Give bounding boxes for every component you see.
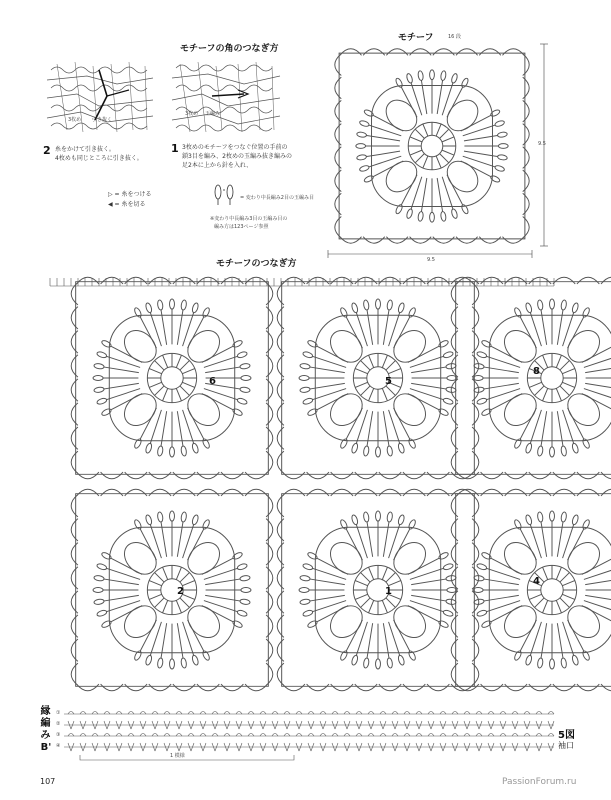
legend-note-line-1: ※変わり中長編み3目の玉編み目の — [210, 216, 288, 222]
edging-repeat-label: 1 模様 — [170, 753, 185, 759]
motif-number-2: 2 — [177, 586, 184, 597]
figure-1-drawing — [172, 60, 280, 136]
figure-2-drawing — [47, 60, 153, 136]
figure-2-caption-1: 糸をかけて引き抜く。 — [55, 146, 115, 153]
figure-1-label-a: 3枚め — [185, 111, 199, 117]
legend-bobble-symbol: = 変わり中長編み2目の玉編み目 — [240, 195, 314, 201]
edging-label-char-3: み — [40, 730, 51, 741]
figure-1-caption-2: 鎖3目を編み、2枚めの玉編み抜き編みの — [182, 153, 292, 160]
legend-cut-yarn: ◀ = 糸を切る — [108, 201, 146, 208]
figure-1-step: 1 — [171, 142, 179, 155]
figure-2-step: 2 — [43, 144, 51, 157]
figure-number: 5図 — [558, 730, 575, 741]
page-number: 107 — [40, 777, 56, 786]
single-motif-chart — [320, 38, 554, 260]
edging-row-2: ② — [56, 721, 61, 727]
edging-row-4: ④ — [56, 743, 61, 749]
figure-2-caption-2: 4枚めも同じところに引き抜く。 — [55, 155, 143, 162]
figure-1-caption-1: 3枚めのモチーフをつなぐ位置の手前の — [182, 144, 288, 151]
corner-joining-title: モチーフの角のつなぎ方 — [180, 44, 279, 54]
edging-label-char-2: 編 — [40, 718, 51, 729]
figure-1-illustration — [172, 60, 280, 136]
single-motif-drawing — [335, 49, 529, 243]
motif-width-dimension: 9.5 — [427, 257, 435, 263]
motif-title: モチーフ — [398, 33, 434, 43]
figure-subtitle: 袖口 — [558, 741, 574, 750]
motif-height-dimension: 9.5 — [538, 141, 546, 147]
figure-1-label-b: 玉編み — [205, 111, 221, 117]
edging-row-1: ① — [56, 710, 61, 716]
motif-number-4: 4 — [533, 576, 540, 587]
figure-2-illustration — [47, 60, 153, 136]
motif-grid — [71, 277, 611, 691]
motif-rounds: 16 段 — [448, 34, 461, 40]
motif-number-8: 8 — [533, 366, 540, 377]
figure-2-label-a: 3枚め — [68, 117, 82, 123]
motif-number-1: 1 — [385, 586, 392, 597]
joining-title: モチーフのつなぎ方 — [216, 259, 297, 269]
legend-attach-yarn: ▷ = 糸をつける — [108, 191, 152, 198]
joining-chart — [44, 268, 564, 758]
edging-label-char-1: 縁 — [40, 706, 51, 717]
watermark: PassionForum.ru — [502, 777, 577, 787]
edging-label-char-4: B' — [40, 742, 52, 753]
figure-1-caption-3: 足2本に上から針を入れ、 — [182, 162, 253, 169]
edging-row-3: ③ — [56, 732, 61, 738]
motif-number-5: 5 — [385, 376, 392, 387]
motif-number-6: 6 — [209, 376, 216, 387]
figure-2-label-b: 引き抜く — [92, 117, 113, 123]
bobble-stitch-symbol — [212, 182, 238, 208]
edging-rows — [64, 712, 554, 761]
legend-note-line-2: 編み方は123ページ参照 — [214, 224, 269, 230]
